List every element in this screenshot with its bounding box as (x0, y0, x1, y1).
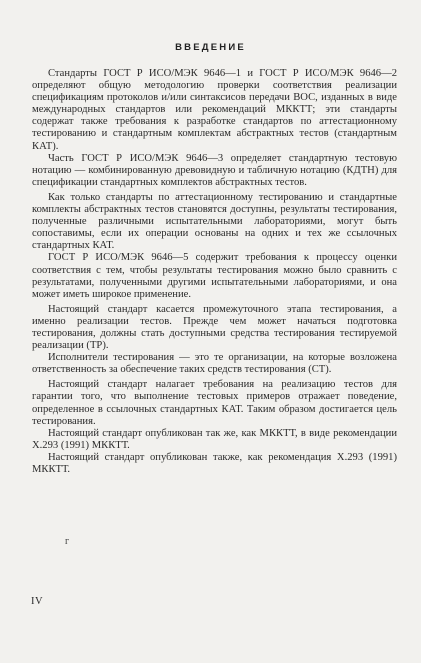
paragraph-8: Настоящий стандарт опубликован так же, как МККТТ, в виде рекомендации Х.293 (1991) МККТТ. (32, 427, 397, 451)
stray-mark: г (65, 536, 70, 547)
page-title: ВВЕДЕНИЕ (175, 42, 246, 53)
paragraph-2: Часть ГОСТ Р ИСО/МЭК 9646—3 определяет стандартную тестовую нотацию — комбинированную древовидную и табличную нотацию (КДТН) для спецификации стандартных комплектов абстрактных тестов. (32, 152, 397, 188)
paragraph-9: Настоящий стандарт опубликован также, как рекомендация Х.293 (1991) МККТТ. (32, 451, 397, 475)
paragraph-6: Исполнители тестирования — это те организации, на которые возложена ответственность за обеспечение таких средств тестирования (СТ). (32, 352, 397, 376)
document-body (32, 68, 397, 476)
paragraph-1: Стандарты ГОСТ Р ИСО/МЭК 9646—1 и ГОСТ Р ИСО/МЭК 9646—2 определяют общую методологию проверки соответствия реализации спецификациям протоколов и/или синтаксисов передачи ВОС, изданных в виде международных стандартов или рекомендаций МККТТ; эти стандарты содержат также требования к разработке стандартов по аттестационному тестированию и стандартным комплектам абстрактных тестов (стандартным КАТ). (32, 68, 397, 152)
page-number: IV (31, 596, 44, 607)
paragraph-5: Настоящий стандарт касается промежуточного этапа тестирования, а именно реализации тестов. Прежде чем может начаться подготовка тестирования, должны стать доступными средства тестирования тестируемой реализации (ТР). (32, 303, 397, 352)
paragraph-3: Как только стандарты по аттестационному тестированию и стандартные комплекты абстрактных тестов становятся доступны, результаты тестирования, полученные различными испытательными лабораториями, могут быть сопоставимы, если их операции основаны на одних и тех же ссылочных стандартных КАТ. (32, 191, 397, 252)
paragraph-4: ГОСТ Р ИСО/МЭК 9646—5 содержит требования к процессу оценки соответствия с тем, чтобы результаты тестирования можно было сравнить с результатами, полученными другими испытательными лабораториями, и она может иметь широкое применение. (32, 252, 397, 300)
paragraph-7: Настоящий стандарт налагает требования на реализацию тестов для гарантии того, что выполнение тестовых примеров отражает поведение, определенное в ссылочных стандартных КАТ. Таким образом достигается цель тестирования. (32, 379, 397, 427)
